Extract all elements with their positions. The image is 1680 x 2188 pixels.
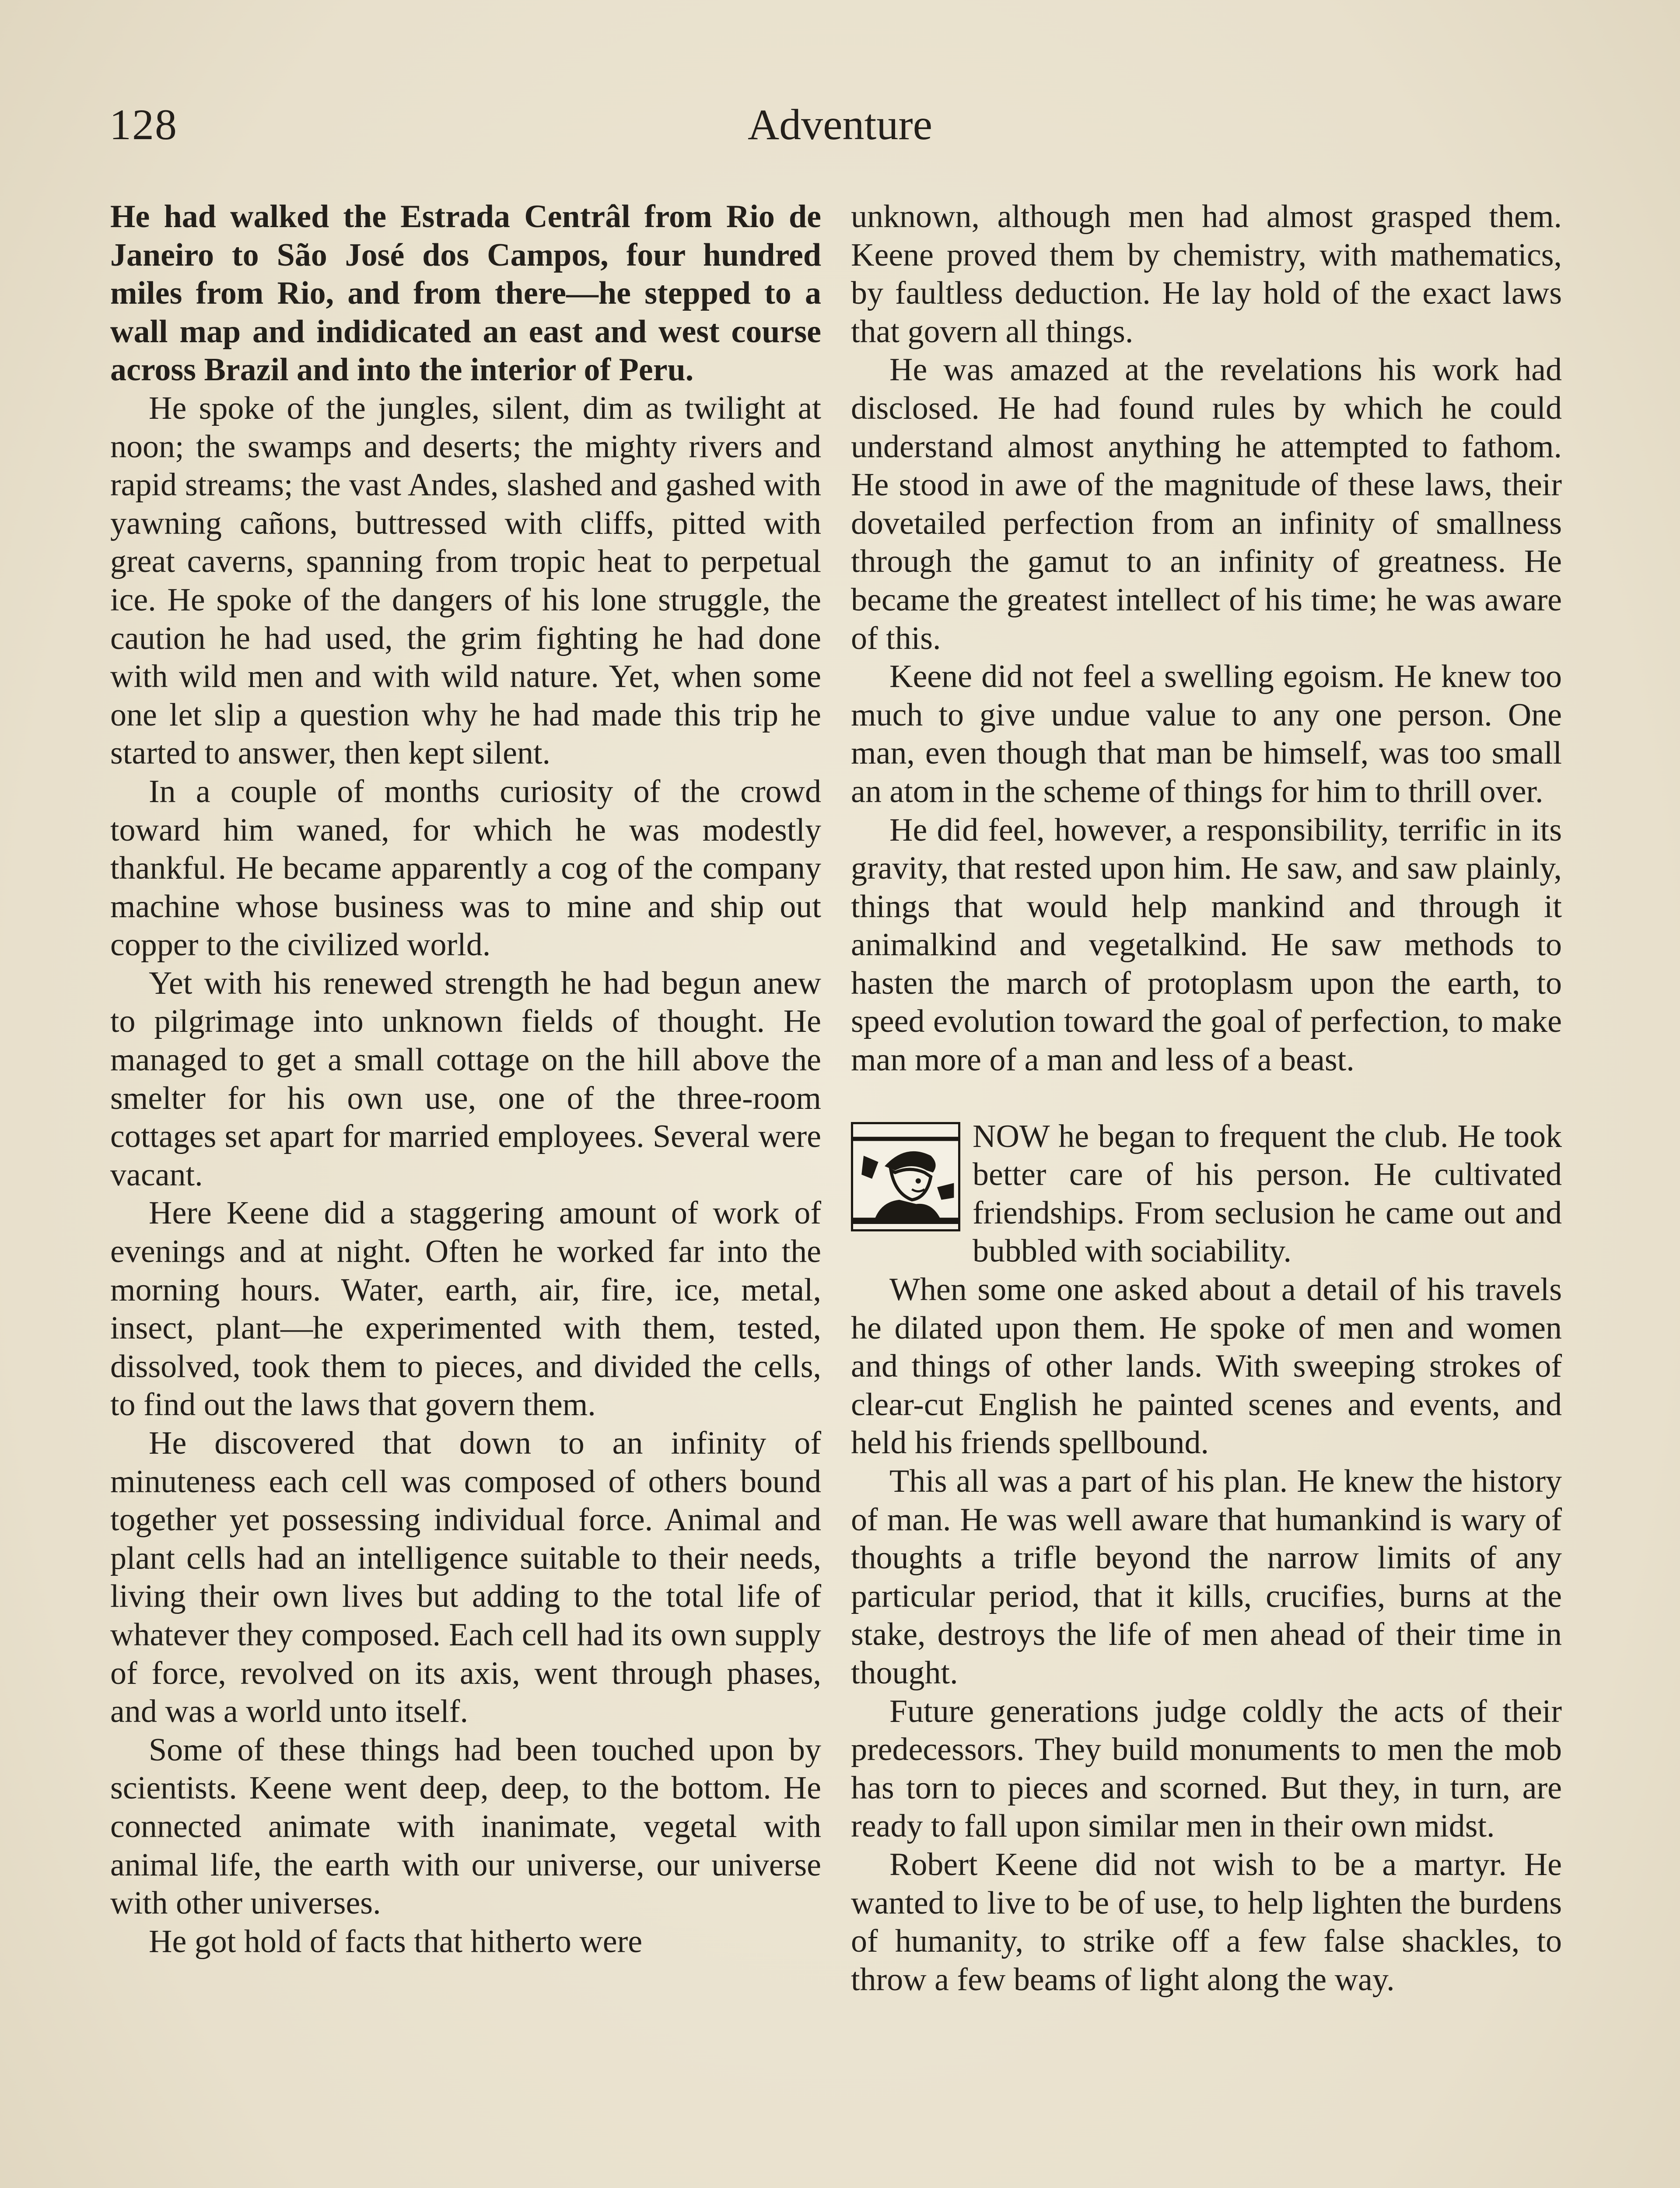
left-paragraph-3: In a couple of months curiosity of the crowd toward him waned, for which he was modestly thankful. He became apparently a cog of the company machine whose business was to mine and ship out copper to the civilized world. xyxy=(110,773,821,963)
right-column xyxy=(851,198,1562,1999)
left-paragraph-8: He got hold of facts that hitherto were xyxy=(149,1923,643,1960)
right-paragraph-3: Keene did not feel a swelling egoism. He knew too much to give undue value to any one person. One man, even though that man be himself, was too small an atom in the scheme of things for him to thrill over. xyxy=(851,659,1562,810)
chapter-vignette-icon xyxy=(851,1122,960,1231)
section-break xyxy=(851,1080,1562,1118)
right-paragraph-initial: NOW he began to frequent the club. He took better care of his person. He cultivated friendships. From seclusion he came out and bubbled with sociability. xyxy=(973,1118,1562,1269)
left-paragraph-2: He spoke of the jungles, silent, dim as twilight at noon; the swamps and deserts; the mighty rivers and rapid streams; the vast Andes, slashed and gashed with yawning cañons, buttressed with cliffs, pitted with great caverns, spanning from tropic heat to perpetual ice. He spoke of the dangers of his lone struggle, the caution he had used, the grim fighting he had done with wild men and with wild nature. Yet, when some one let slip a question why he had made this trip he started to answer, then kept silent. xyxy=(110,390,821,771)
right-paragraph-5: When some one asked about a detail of his travels he dilated upon them. He spoke of men and women and things of other lands. With sweeping strokes of clear-cut English he painted scenes and events, and held his friends spellbound. xyxy=(851,1272,1562,1461)
left-paragraph-1: He had walked the Estrada Centrâl from Rio de Janeiro to São José dos Campos, four hundred miles from Rio, and from there—he stepped to a wall map and indidicated an east and west course across Brazil and into the interior of Peru. xyxy=(110,199,821,388)
right-paragraph-8: Robert Keene did not wish to be a martyr. He wanted to live to be of use, to help lighten the burdens of humanity, to strike off a few false shackles, to throw a few beams of light along the way. xyxy=(851,1846,1562,1998)
right-paragraph-2: He was amazed at the revelations his work had disclosed. He had found rules by which he could understand almost anything he attempted to fathom. He stood in awe of the magnitude of these laws, their dovetailed perfection from an infinity of smallness through the gamut to an infinity of greatness. He became the greatest intellect of his time; he was aware of this. xyxy=(851,352,1562,656)
running-title: Adventure xyxy=(747,100,933,149)
page-number: 128 xyxy=(109,100,178,149)
left-paragraph-7: Some of these things had been touched upon by scientists. Keene went deep, deep, to the bottom. He connected animate with inanimate, vegetal with animal life, the earth with our universe, our universe with other universes. xyxy=(110,1732,821,1922)
left-paragraph-6: He discovered that down to an infinity of minuteness each cell was composed of others bound together yet possessing individual force. Animal and plant cells had an intelligence suitable to their needs, living their own lives but adding to the total life of whatever they composed. Each cell had its own supply of force, revolved on its axis, went through phases, and was a world unto itself. xyxy=(110,1425,821,1730)
right-paragraph-7: Future generations judge coldly the acts of their predecessors. They build monuments to men the mob has torn to pieces and scorned. But they, in turn, are ready to fall upon similar men in their own midst. xyxy=(851,1693,1562,1844)
right-paragraph-1: unknown, although men had almost grasped them. Keene proved them by chemistry, with mathematics, by faultless deduction. He lay hold of the exact laws that govern all things. xyxy=(851,199,1562,350)
left-paragraph-5: Here Keene did a staggering amount of work of evenings and at night. Often he worked far into the morning hours. Water, earth, air, fire, ice, metal, insect, plant—he experimented with them, tested, dissolved, took them to pieces, and divided the cells, to find out the laws that govern them. xyxy=(110,1195,821,1423)
left-column xyxy=(110,198,821,1961)
right-paragraph-6: This all was a part of his plan. He knew the history of man. He was well aware that humankind is wary of thoughts a trifle beyond the narrow limits of any particular period, that it kills, crucifies, burns at the stake, destroys the life of men ahead of their time in thought. xyxy=(851,1463,1562,1691)
left-paragraph-4: Yet with his renewed strength he had begun anew to pilgrimage into unknown fields of thought. He managed to get a small cottage on the hill above the smelter for his own use, one of the three-room cottages set apart for married employees. Several were vacant. xyxy=(110,965,821,1193)
illustrated-initial-paragraph xyxy=(851,1118,1562,1271)
right-paragraph-4: He did feel, however, a responsibility, terrific in its gravity, that rested upon him. He saw, and saw plainly, things that would help mankind and through it animalkind and vegetalkind. He saw methods to hasten the march of protoplasm upon the earth, to speed evolution toward the goal of perfection, to make man more of a man and less of a beast. xyxy=(851,812,1562,1078)
